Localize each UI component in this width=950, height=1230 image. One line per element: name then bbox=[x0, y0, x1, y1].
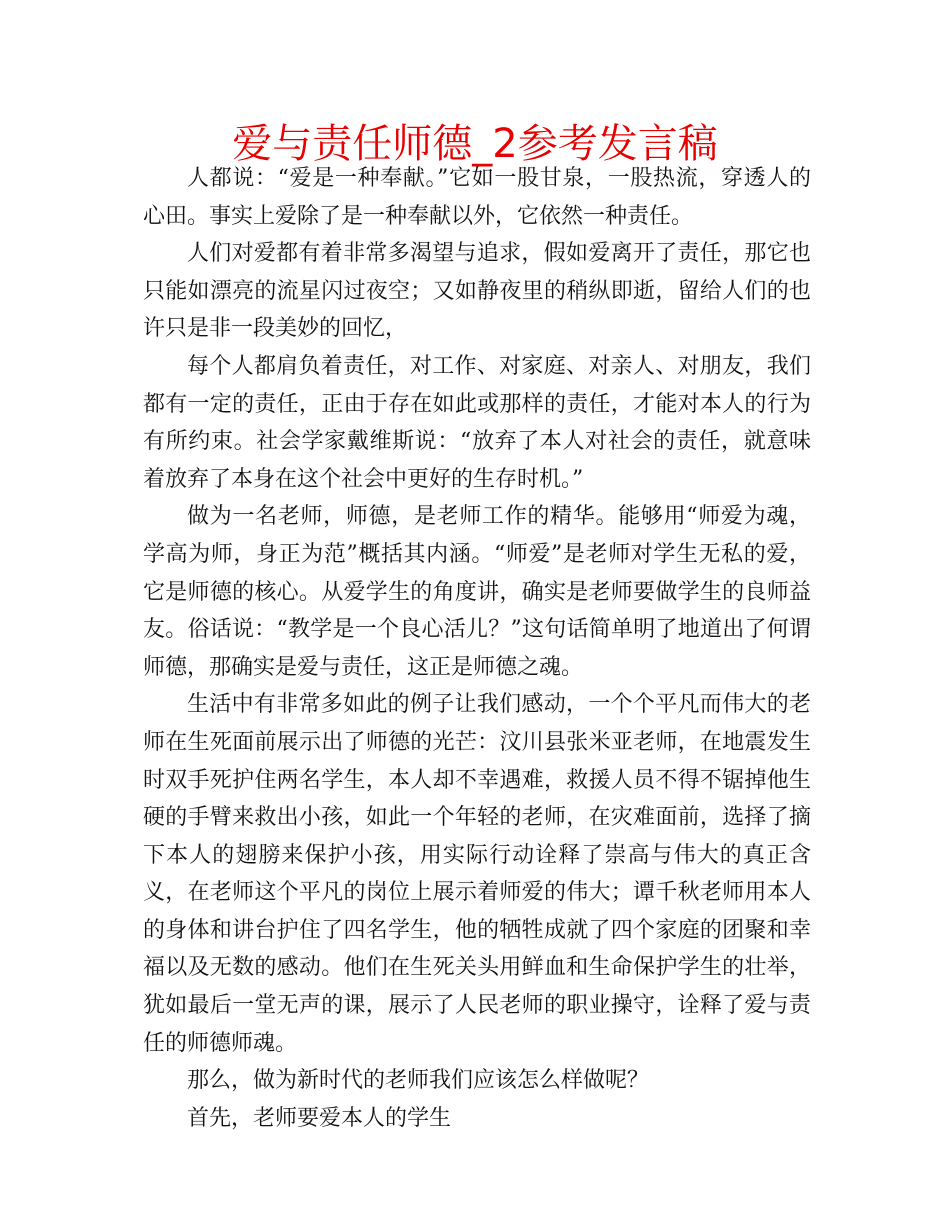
paragraph: 那么，做为新时代的老师我们应该怎么样做呢？ bbox=[187, 1068, 650, 1094]
paragraph: 每个人都肩负着责任，对工作、对家庭、对亲人、对朋友，我们都有一定的责任，正由于存在如此或那样的责任，才能对本人的行为有所约束。社会学家戴维斯说：“放弃了本人对社会的责任，就意味着放弃了本身在这个社会中更好的生存时机。” bbox=[143, 353, 811, 492]
paragraph: 生活中有非常多如此的例子让我们感动，一个个平凡而伟大的老师在生死面前展示出了师德的光芒：汶川县张米亚老师，在地震发生时双手死护住两名学生，本人却不幸遇难，救援人员不得不锯掉他生硬的手臂来救出小孩，如此一个年轻的老师，在灾难面前，选择了摘下本人的翅膀来保护小孩，用实际行动诠释了崇高与伟大的真正含义，在老师这个平凡的岗位上展示着师爱的伟大；谭千秋老师用本人的身体和讲台护住了四名学生，他的牺牲成就了四个家庭的团聚和幸福以及无数的感动。他们在生死关头用鲜血和生命保护学生的壮举，犹如最后一堂无声的课，展示了人民老师的职业操守，诠释了爱与责任的师德师魂。 bbox=[143, 692, 811, 1056]
document-title: 爱与责任师德_2参考发言稿 bbox=[232, 121, 718, 167]
paragraph: 人都说：“爱是一种奉献。”它如一股甘泉，一股热流，穿透人的心田。事实上爱除了是一种奉献以外，它依然一种责任。 bbox=[143, 166, 811, 229]
paragraph: 做为一名老师，师德，是老师工作的精华。能够用“师爱为魂，学高为师，身正为范”概括其内涵。“师爱”是老师对学生无私的爱，它是师德的核心。从爱学生的角度讲，确实是老师要做学生的良师益友。俗话说：“教学是一个良心活儿？”这句话简单明了地道出了何谓师德，那确实是爱与责任，这正是师德之魂。 bbox=[143, 504, 811, 680]
document-body bbox=[143, 160, 811, 1137]
paragraph: 首先，老师要爱本人的学生 bbox=[187, 1105, 452, 1131]
paragraph: 人们对爱都有着非常多渴望与追求，假如爱离开了责任，那它也只能如漂亮的流星闪过夜空；又如静夜里的稍纵即逝，留给人们的也许只是非一段美妙的回忆， bbox=[143, 241, 811, 342]
